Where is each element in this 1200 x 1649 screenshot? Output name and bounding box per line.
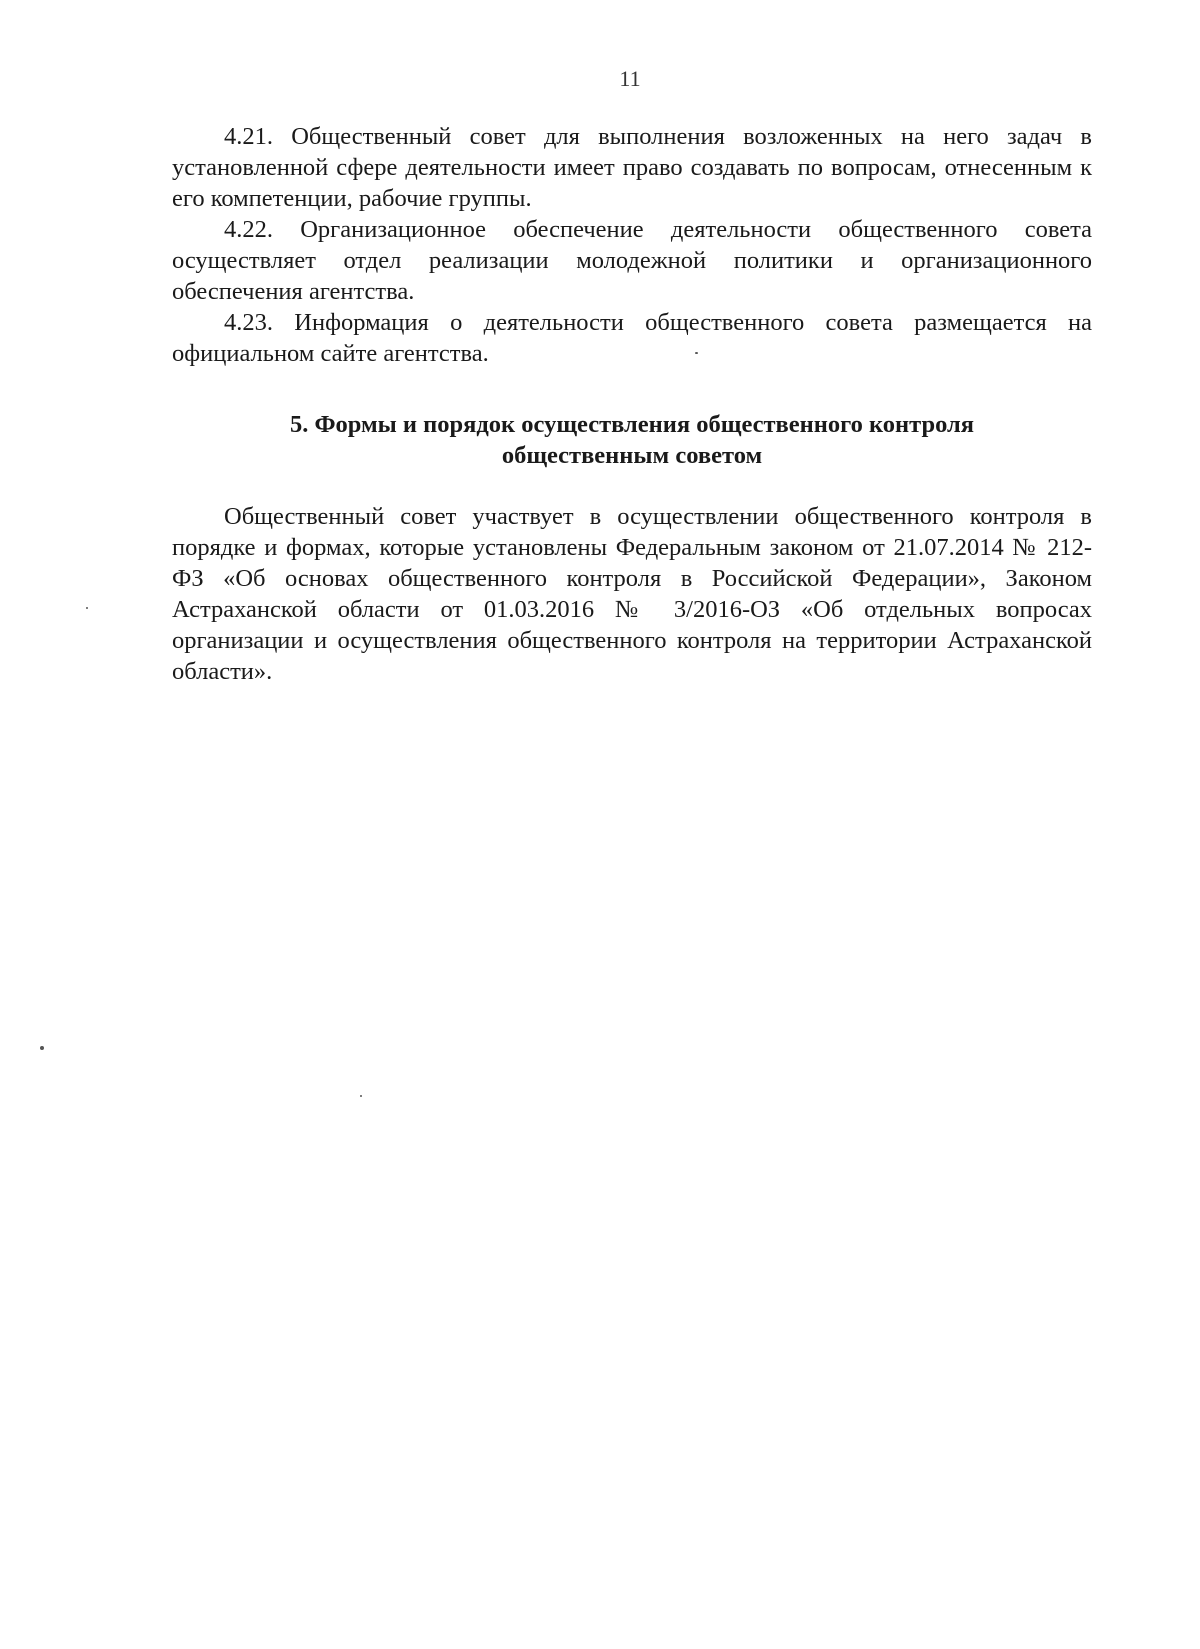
scan-speck (360, 1095, 362, 1097)
clause-4-23: 4.23. Информация о деятельности общественного совета размещается на официальном сайте агентства. (172, 309, 1092, 367)
section-5-heading-line-2: общественным советом (501, 442, 763, 469)
section-5-heading (172, 409, 1092, 471)
page-number: 11 (619, 66, 641, 91)
clauses-4-block (172, 121, 1092, 369)
scan-speck (40, 1046, 44, 1050)
clause-4-21: 4.21. Общественный совет для выполнения возложенных на него задач в установленной сфере деятельности имеет право создавать по вопросам, отнесенным к его компетенции, рабочие группы. (172, 123, 1092, 212)
clause-4-22: 4.22. Организационное обеспечение деятельности общественного совета осуществляет отдел реализации молодежной политики и организационного обеспечения агентства. (172, 216, 1092, 305)
section-5-heading-line-1: 5. Формы и порядок осуществления общественного контроля (289, 411, 975, 438)
section-5-paragraph: Общественный совет участвует в осуществлении общественного контроля в порядке и формах, которые установлены Федеральным законом от 21.07.2014 № 212-ФЗ «Об основах общественного контроля в Российской Федерации», Законом Астраханской области от 01.03.2016 № 3/2016-ОЗ «Об отдельных вопросах организации и осуществления общественного контроля на территории Астраханской области». (172, 503, 1092, 685)
scan-speck (86, 607, 88, 609)
section-5-body (172, 501, 1092, 687)
scan-speck (695, 352, 698, 354)
